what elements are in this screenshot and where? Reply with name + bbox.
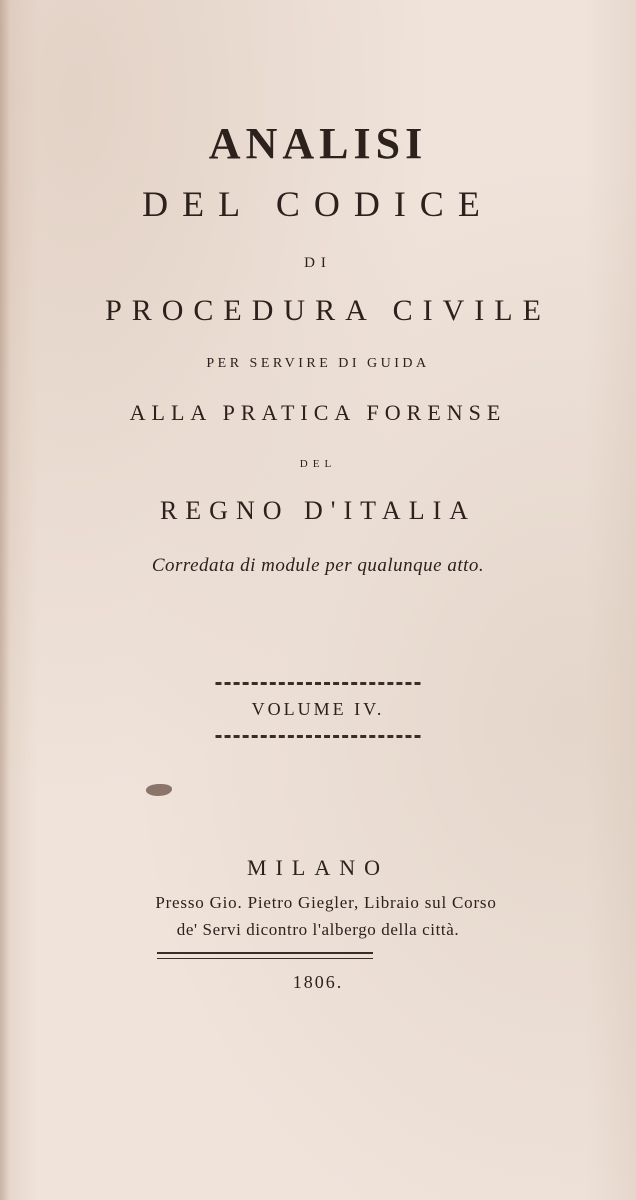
subtitle-per-servire: PER SERVIRE DI GUIDA	[206, 356, 430, 371]
imprint-address-line: de' Servi dicontro l'albergo della città.	[176, 920, 460, 939]
imprint-publisher-line: Presso Gio. Pietro Giegler, Libraio sul Corso	[155, 893, 497, 912]
ink-blot-ornament	[146, 784, 172, 796]
ornamental-rule-bottom	[216, 735, 421, 738]
title-procedura-civile: PROCEDURA CIVILE	[105, 294, 551, 327]
title-di: DI	[304, 255, 332, 271]
volume-label: VOLUME IV.	[251, 699, 385, 719]
ornamental-rule-top	[216, 682, 421, 685]
corredata-note: Corredata di module per qualunque atto.	[151, 555, 485, 576]
title-regno-italia: REGNO D'ITALIA	[159, 496, 477, 525]
subtitle-del: DEL	[299, 458, 337, 470]
imprint-double-rule	[157, 952, 373, 959]
subtitle-pratica-forense: ALLA PRATICA FORENSE	[129, 400, 507, 425]
title-analisi: ANALISI	[208, 119, 428, 168]
imprint-year: 1806.	[292, 972, 344, 992]
page-edge-shadow	[0, 0, 10, 1200]
imprint-city: MILANO	[247, 855, 389, 880]
title-del-codice: DEL CODICE	[142, 184, 494, 224]
